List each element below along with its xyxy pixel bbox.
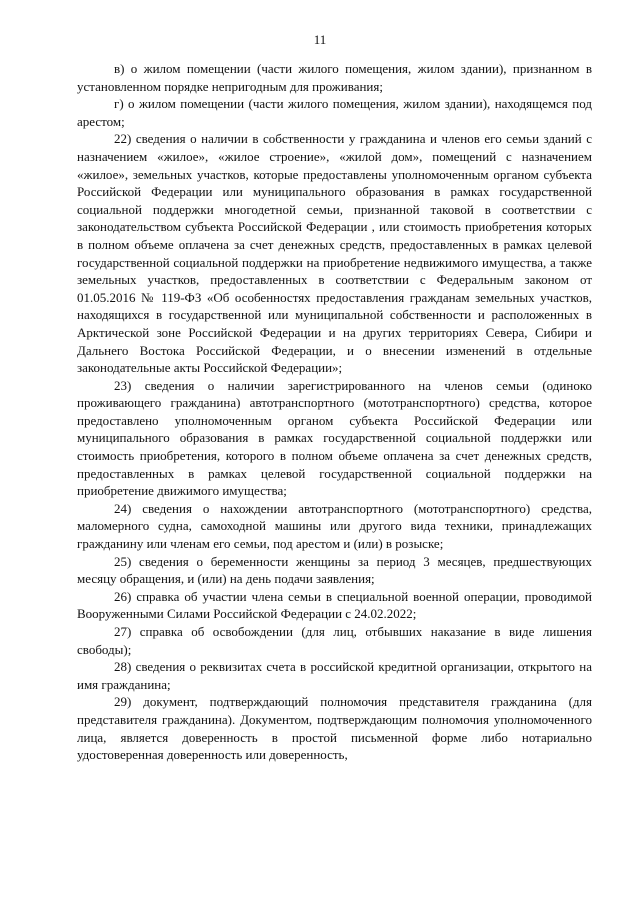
paragraph-item-24: 24) сведения о нахождении автотранспортного (мототранспортного) средства, маломерного судна, самоходной машины или другого вида техники, принадлежащих гражданину или членам его семьи, под арестом и (или) в розыске;: [77, 500, 592, 552]
paragraph-item-23: 23) сведения о наличии зарегистрированного на членов семьи (одиноко проживающего гражданина) автотранспортного (мототранспортного) средства, которое предоставлено уполномоченным органом субъекта Российской Федерации или муниципального образования в рамках государственной социальной поддержки или стоимость приобретения, которого в полном объеме оплачена за счет денежных средств, предоставленных в рамках целевой государственной социальной поддержки на приобретение движимого имущества;: [77, 377, 592, 499]
paragraph-item-26: 26) справка об участии члена семьи в специальной военной операции, проводимой Вооруженными Силами Российской Федерации с 24.02.2022;: [77, 588, 592, 622]
paragraph-item-g: г) о жилом помещении (части жилого помещения, жилом здании), находящемся под арестом;: [77, 96, 592, 129]
paragraph-item-25: 25) сведения о беременности женщины за период 3 месяцев, предшествующих месяцу обращения, и (или) на день подачи заявления;: [77, 553, 592, 587]
paragraph-item-22: 22) сведения о наличии в собственности у гражданина и членов его семьи зданий с назначением «жилое», «жилое строение», «жилой дом», помещений с назначением «жилое», земельных участков, которые предоставлены уполномоченным органом субъекта Российской Федерации или муниципального образования в рамках государственной социальной поддержки многодетной семьи, признанной таковой в соответствии с законодательством субъекта Российской Федерации , или стоимость приобретения которых в полном объеме оплачена за счет денежных средств, предоставленных в рамках целевой государственной социальной поддержки на приобретение недвижимого имущества, а также земельных участков, предоставленных в соответствии с Федеральным законом от 01.05.2016 № 119-ФЗ «Об особенностях предоставления гражданам земельных участков, находящихся в государственной или муниципальной собственности и расположенных в Арктической зоне Российской Федерации и на других территориях Севера, Сибири и Дальнего Востока Российской Федерации, и о внесении изменений в отдельные законодательные акты Российской Федерации»;: [77, 131, 592, 376]
paragraph-item-27: 27) справка об освобождении (для лиц, отбывших наказание в виде лишения свободы);: [77, 624, 592, 657]
document-body: [77, 60, 592, 764]
paragraph-item-v: в) о жилом помещении (части жилого помещения, жилом здании), признанном в установленном порядке непригодным для проживания;: [77, 61, 592, 94]
paragraph-item-28: 28) сведения о реквизитах счета в российской кредитной организации, открытого на имя гражданина;: [77, 659, 592, 692]
paragraph-item-29: 29) документ, подтверждающий полномочия представителя гражданина (для представителя гражданина). Документом, подтверждающим полномочия уполномоченного лица, является доверенность в простой письменной форме либо нотариально удостоверенная доверенность или доверенность,: [77, 694, 592, 763]
page-number: 11: [313, 32, 327, 47]
